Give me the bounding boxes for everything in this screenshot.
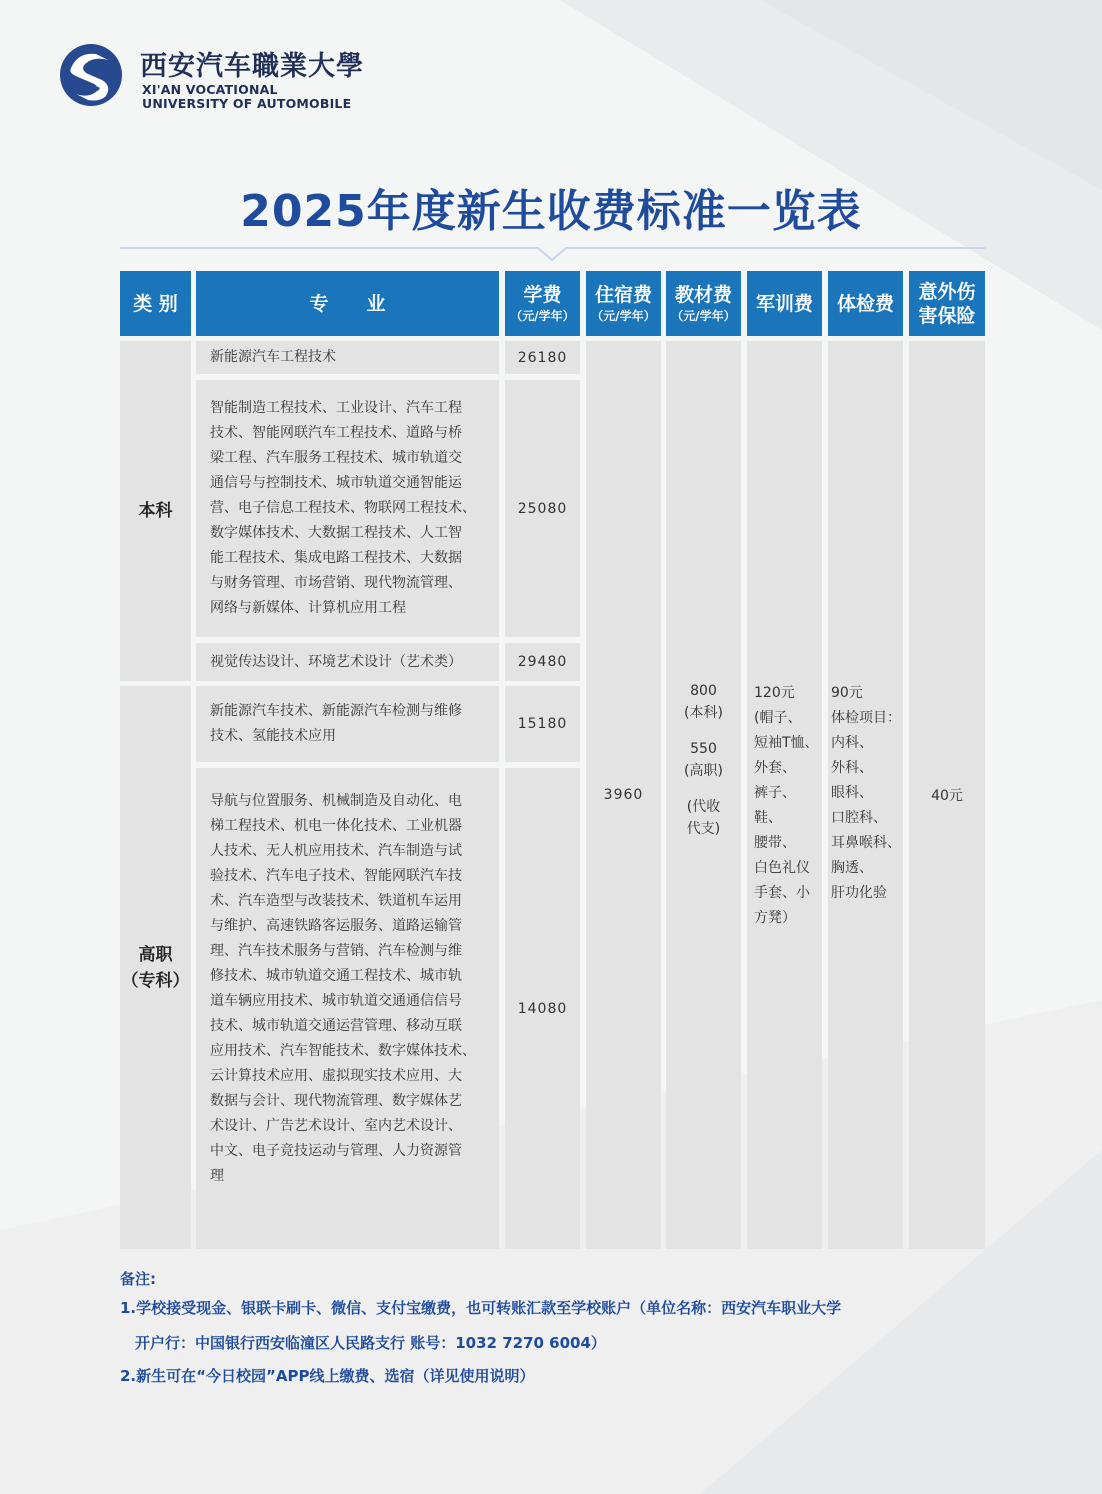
category-vocational: 高职 （专科） <box>120 686 191 1249</box>
books-fee-line: (高职) <box>684 763 723 779</box>
major-line: 数字媒体技术、大数据工程技术、人工智 <box>210 525 462 541</box>
major-line: 视觉传达设计、环境艺术设计（艺术类） <box>210 653 462 670</box>
major-line: 与维护、高速铁路客运服务、道路运输管 <box>210 917 462 934</box>
major-line: 能工程技术、集成电路工程技术、大数据 <box>210 550 462 566</box>
books-fee-line: (代收 <box>686 799 721 815</box>
major-text <box>210 650 462 675</box>
major-line: 技术、城市轨道交通运营管理、移动互联 <box>210 1017 462 1034</box>
university-name-chinese: 西安汽车職業大學 <box>140 51 364 82</box>
military-fee-line: 白色礼仪 <box>754 860 810 876</box>
major-cell-row-1 <box>196 341 499 374</box>
military-fee-line: 裤子、 <box>754 785 796 801</box>
books-fee-line: 550 <box>690 741 717 757</box>
notes-line-2: 开户行：中国银行西安临潼区人民路支行 账号：1032 7270 6004） <box>135 1334 606 1352</box>
major-cell-row-5 <box>196 768 499 1249</box>
tuition-cell-row-2: 25080 <box>505 380 580 637</box>
header-military-fee: 军训费 <box>747 271 822 336</box>
military-fee-line: (帽子、 <box>754 710 802 726</box>
military-fee-cell <box>747 341 822 1249</box>
major-line: 新能源汽车工程技术 <box>210 349 336 365</box>
tuition-cell-row-4: 15180 <box>505 686 580 762</box>
major-line: 新能源汽车技术、新能源汽车检测与维修 <box>210 703 462 719</box>
major-line: 技术、氢能技术应用 <box>210 728 336 744</box>
medical-fee-line: 耳鼻喉科、 <box>831 835 901 851</box>
category-undergrad: 本科 <box>120 341 191 681</box>
major-cell-row-3 <box>196 643 499 681</box>
medical-fee-text <box>831 681 901 906</box>
medical-fee-line: 肝功化验 <box>831 885 887 901</box>
university-name-english-line1: XI'AN VOCATIONAL <box>142 82 278 97</box>
major-line: 数据与会计、现代物流管理、数字媒体艺 <box>210 1092 462 1109</box>
medical-fee-line: 90元 <box>831 685 863 701</box>
military-fee-line: 120元 <box>754 685 795 701</box>
major-text <box>210 345 336 370</box>
major-line: 网络与新媒体、计算机应用工程 <box>210 600 406 616</box>
books-fee-cell <box>666 341 741 1249</box>
dorm-fee-cell: 3960 <box>586 341 661 1249</box>
page-title: 2025年度新生收费标准一览表 <box>240 186 862 237</box>
major-text <box>210 699 462 749</box>
major-line: 理、汽车技术服务与营销、汽车检测与维 <box>210 942 462 959</box>
major-line: 人技术、无人机应用技术、汽车制造与试 <box>210 842 462 859</box>
books-fee-line: 代支) <box>686 821 721 837</box>
military-fee-line: 方凳） <box>754 910 796 926</box>
major-line: 云计算技术应用、虚拟现实技术应用、大 <box>210 1067 462 1084</box>
military-fee-line: 短袖T恤、 <box>754 735 819 751</box>
major-line: 理 <box>210 1167 224 1184</box>
books-fee-line <box>684 724 723 738</box>
military-fee-line: 手套、小 <box>754 885 810 901</box>
university-name-english-line2: UNIVERSITY OF AUTOMOBILE <box>142 96 352 111</box>
books-fee-text <box>684 680 723 840</box>
books-fee-line: 800 <box>690 683 717 699</box>
military-fee-line: 外套、 <box>754 760 796 776</box>
major-line: 修技术、城市轨道交通工程技术、城市轨 <box>210 967 462 984</box>
tuition-cell-row-1: 26180 <box>505 341 580 374</box>
medical-fee-line: 外科、 <box>831 760 873 776</box>
books-fee-line <box>684 782 723 796</box>
major-line: 道车辆应用技术、城市轨道交通通信信号 <box>210 992 462 1009</box>
university-emblem-icon <box>58 42 124 108</box>
major-line: 中文、电子竞技运动与管理、人力资源管 <box>210 1142 462 1159</box>
tuition-cell-row-3: 29480 <box>505 643 580 681</box>
military-fee-line: 腰带、 <box>754 835 796 851</box>
medical-fee-cell <box>828 341 903 1249</box>
medical-fee-line: 口腔科、 <box>831 810 887 826</box>
major-line: 梁工程、汽车服务工程技术、城市轨道交 <box>210 450 462 466</box>
notes-line-3: 2.新生可在“今日校园”APP线上缴费、选宿（详见使用说明） <box>120 1367 535 1385</box>
header-major: 专 业 <box>196 271 499 336</box>
books-fee-line: (本科) <box>684 705 723 721</box>
major-line: 通信号与控制技术、城市轨道交通智能运 <box>210 475 462 491</box>
university-logo <box>58 42 378 112</box>
major-cell-row-2 <box>196 380 499 637</box>
medical-fee-line: 胸透、 <box>831 860 873 876</box>
medical-fee-line: 体检项目： <box>831 710 901 726</box>
major-line: 营、电子信息工程技术、物联网工程技术、 <box>210 500 476 516</box>
header-dorm-fee: 住宿费 （元/学年） <box>586 271 661 336</box>
major-text <box>210 789 476 1189</box>
header-tuition: 学费 （元/学年） <box>505 271 580 336</box>
major-cell-row-4 <box>196 686 499 762</box>
major-line: 术设计、广告艺术设计、室内艺术设计、 <box>210 1117 462 1134</box>
major-line: 技术、智能网联汽车工程技术、道路与桥 <box>210 425 462 441</box>
notes-line-1: 1.学校接受现金、银联卡刷卡、微信、支付宝缴费，也可转账汇款至学校账户（单位名称：西安汽车职业大学 <box>120 1299 842 1317</box>
major-line: 应用技术、汽车智能技术、数字媒体技术、 <box>210 1042 476 1059</box>
major-line: 与财务管理、市场营销、现代物流管理、 <box>210 575 462 591</box>
military-fee-text <box>754 681 819 931</box>
header-medical-fee: 体检费 <box>828 271 903 336</box>
major-line: 导航与位置服务、机械制造及自动化、电 <box>210 792 462 809</box>
major-line: 智能制造工程技术、工业设计、汽车工程 <box>210 400 462 416</box>
medical-fee-line: 眼科、 <box>831 785 873 801</box>
insurance-fee-cell: 40元 <box>909 341 985 1249</box>
header-insurance: 意外伤 害保险 <box>909 271 985 336</box>
major-line: 验技术、汽车电子技术、智能网联汽车技 <box>210 867 462 884</box>
major-text <box>210 396 476 621</box>
military-fee-line: 鞋、 <box>754 810 782 826</box>
tuition-cell-row-5: 14080 <box>505 768 580 1249</box>
title-divider <box>120 244 985 262</box>
medical-fee-line: 内科、 <box>831 735 873 751</box>
header-books-fee: 教材费 （元/学年） <box>666 271 741 336</box>
major-line: 梯工程技术、机电一体化技术、工业机器 <box>210 817 462 834</box>
notes-heading: 备注: <box>120 1270 156 1288</box>
notes-section <box>120 1266 841 1390</box>
header-category: 类 别 <box>120 271 191 336</box>
major-line: 术、汽车造型与改装技术、铁道机车运用 <box>210 892 462 909</box>
